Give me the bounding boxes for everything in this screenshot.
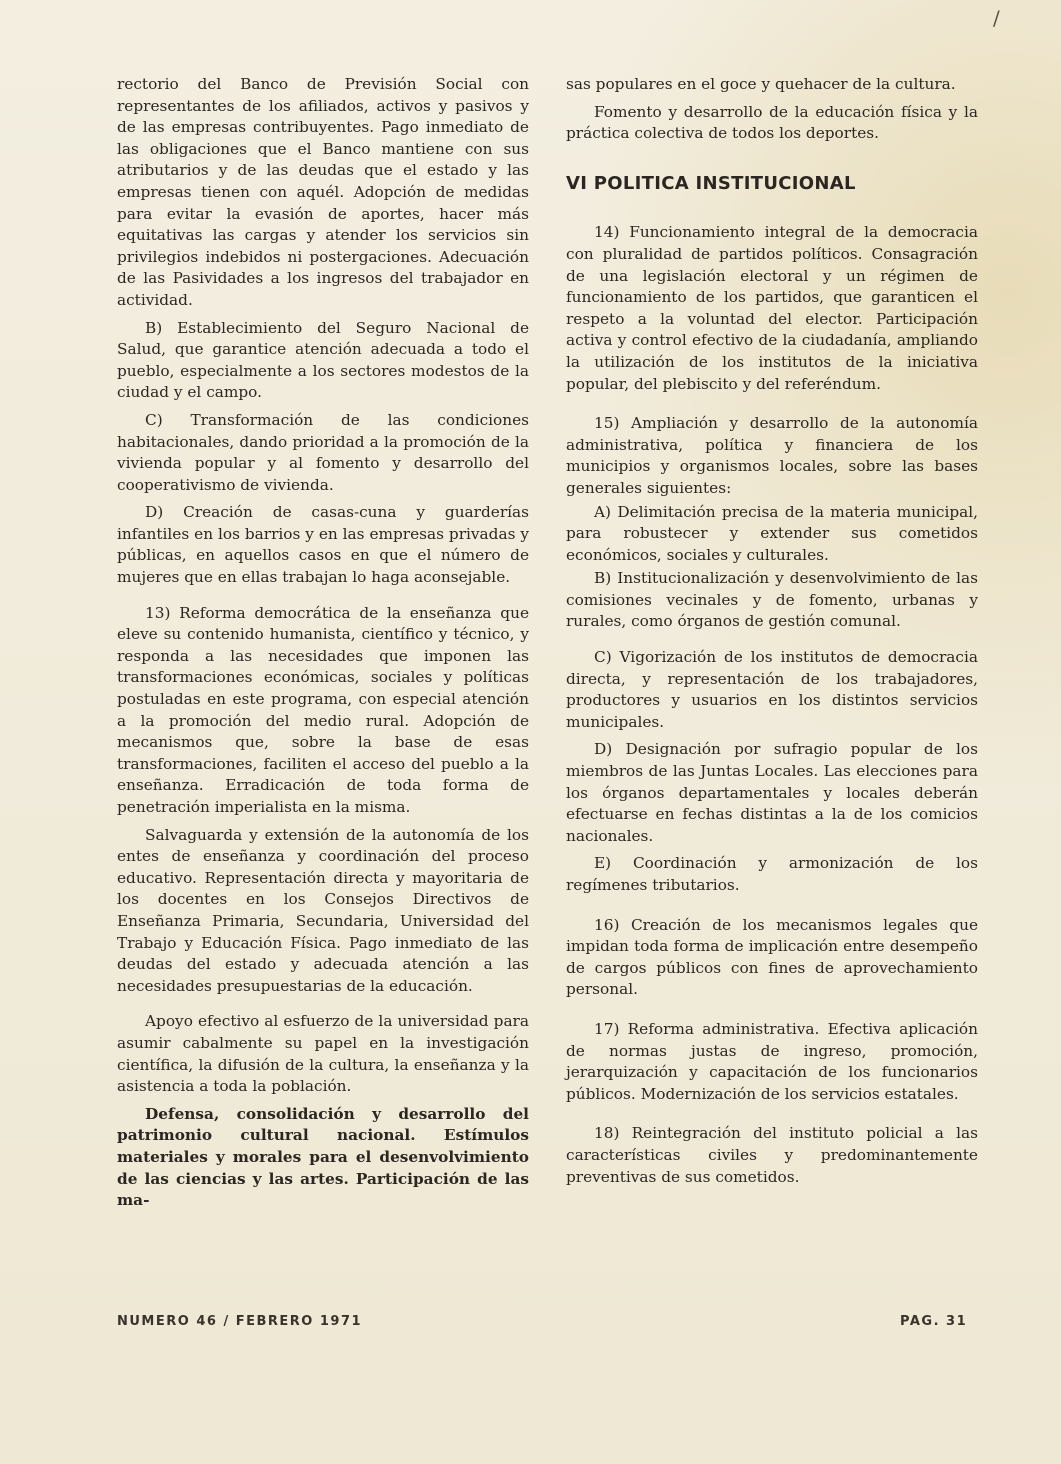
paragraph: 13) Reforma democrática de la enseñanza que eleve su contenido humanista, científico y técnico, y responda a las necesidades que imponen las transformaciones económicas, sociales y políticas postuladas en este programa, con especial atención a la promoción del medio rural. Adopción de mecanismos que, sobre la base de esas transformaciones, faciliten el acceso del pueblo a la enseñanza. Erradicación de toda forma de penetración imperialista en la misma. <box>117 603 529 816</box>
paragraph: 17) Reforma administrativa. Efectiva aplicación de normas justas de ingreso, promoción, jerarquización y capacitación de los funcionarios públicos. Modernización de los servicios estatales. <box>566 1019 978 1103</box>
paragraph: B) Institucionalización y desenvolvimiento de las comisiones vecinales y de fomento, urbanas y rurales, como órganos de gestión comunal. <box>566 569 978 631</box>
right-column <box>566 74 978 1194</box>
paragraph: A) Delimitación precisa de la materia municipal, para robustecer y extender sus cometidos económicos, sociales y culturales. <box>566 502 978 564</box>
paragraph: Apoyo efectivo al esfuerzo de la universidad para asumir cabalmente su papel en la investigación científica, la difusión de la cultura, la enseñanza y la asistencia a toda la población. <box>117 1012 529 1096</box>
corner-mark: / <box>993 6 1000 30</box>
paragraph: C) Vigorización de los institutos de democracia directa, y representación de los trabajadores, productores y usuarios en los distintos servicios municipales. <box>566 648 978 731</box>
paragraph: rectorio del Banco de Previsión Social con representantes de los afiliados, activos y pasivos y de las empresas contribuyentes. Pago inmediato de las obligaciones que el Banco mantiene con sus atributarios y de las deudas que el estado y las empresas tienen con aquél. Adopción de medidas para evitar la evasión de aportes, hacer más equitativas las cargas y atender los servicios sin privilegios indebidos ni postergaciones. Adecuación de las Pasividades a los ingresos del trabajador en actividad. <box>117 75 529 309</box>
paragraph: E) Coordinación y armonización de los regímenes tributarios. <box>566 854 978 894</box>
paragraph: 14) Funcionamiento integral de la democracia con pluralidad de partidos políticos. Consagración de una legislación electoral y un régimen de funcionamiento de los partidos, que garanticen el respeto a la voluntad del elector. Participación activa y control efectivo de la ciudadanía, ampliando la utilización de los institutos de la iniciativa popular, del plebiscito y del referéndum. <box>566 223 978 393</box>
section-heading: VI POLITICA INSTITUCIONAL <box>566 172 856 194</box>
page-number: PAG. 31 <box>900 1314 968 1329</box>
paragraph: Defensa, consolidación y desarrollo del patrimonio cultural nacional. Estímulos materiales y morales para el desenvolvimiento de las ciencias y las artes. Participación de las ma- <box>117 1104 529 1210</box>
paragraph: D) Designación por sufragio popular de los miembros de las Juntas Locales. Las elecciones para los órganos departamentales y locales deberán efectuarse en fechas distintas a la de los comicios nacionales. <box>566 740 978 845</box>
paragraph: 18) Reintegración del instituto policial a las características civiles y predominantemente preventivas de sus cometidos. <box>566 1124 978 1186</box>
paragraph: D) Creación de casas-cuna y guarderías infantiles en los barrios y en las empresas privadas y públicas, en aquellos casos en que el número de mujeres que en ellas trabajan lo haga aconsejable. <box>117 503 529 587</box>
paragraph: Salvaguarda y extensión de la autonomía de los entes de enseñanza y coordinación del proceso educativo. Representación directa y mayoritaria de los docentes en los Consejos Directivos de Enseñanza Primaria, Secundaria, Universidad del Trabajo y Educación Física. Pago inmediato de las deudas del estado y adecuada atención a las necesidades presupuestarias de la educación. <box>117 825 529 995</box>
issue-footer: NUMERO 46 / FEBRERO 1971 <box>117 1314 363 1329</box>
paragraph: B) Establecimiento del Seguro Nacional de Salud, que garantice atención adecuada a todo el pueblo, especialmente a los sectores modestos de la ciudad y el campo. <box>117 318 529 402</box>
paragraph: 16) Creación de los mecanismos legales que impidan toda forma de implicación entre desempeño de cargos públicos con fines de aprovechamiento personal. <box>566 915 978 999</box>
paragraph: 15) Ampliación y desarrollo de la autonomía administrativa, política y financiera de los municipios y organismos locales, sobre las bases generales siguientes: <box>566 414 978 497</box>
left-column <box>117 74 529 1218</box>
paragraph: Fomento y desarrollo de la educación física y la práctica colectiva de todos los deportes. <box>566 102 978 143</box>
paragraph: sas populares en el goce y quehacer de la cultura. <box>566 75 956 93</box>
paragraph: C) Transformación de las condiciones habitacionales, dando prioridad a la promoción de la vivienda popular y al fomento y desarrollo del cooperativismo de vivienda. <box>117 410 529 494</box>
